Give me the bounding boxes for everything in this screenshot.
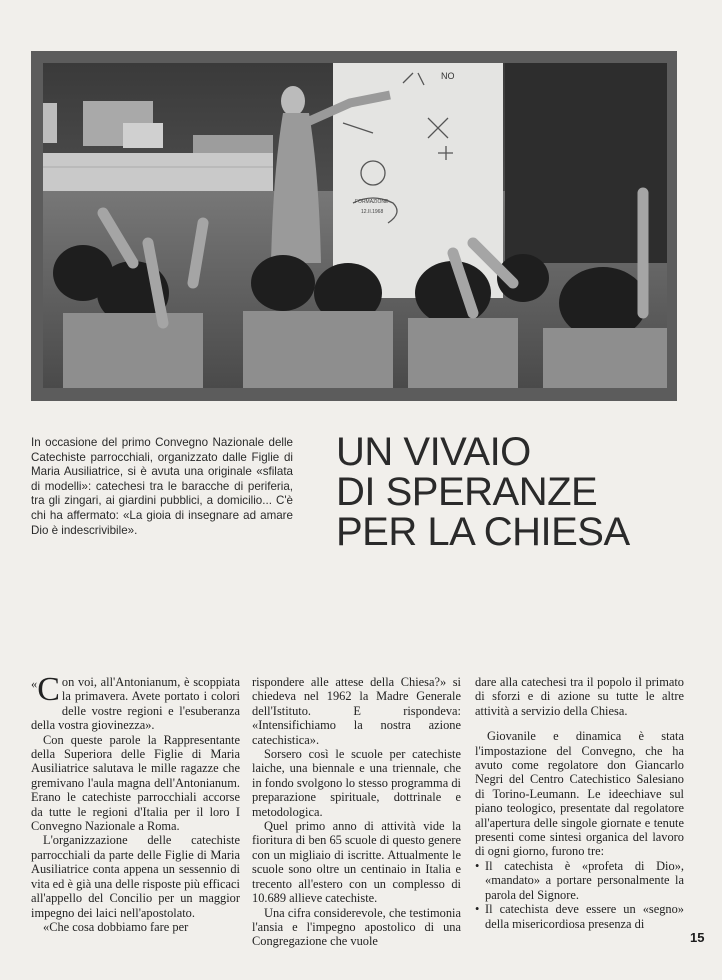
opening-quote: « (31, 677, 38, 691)
catechist-class-photo (43, 63, 667, 388)
paragraph (31, 671, 240, 733)
paragraph-text: on voi, all'Antonianum, è scoppiata la primavera. Avete portato i colori delle vostre regioni e l'esuberanza della vostra giovinezza». (31, 675, 240, 733)
paragraph: Una cifra considerevole, che testimonia l'ansia e l'impegno apostolico di una Congregazione che vuole (252, 905, 461, 949)
headline-line-3: PER LA CHIESA (336, 510, 630, 554)
drop-cap: C (37, 671, 60, 708)
headline (336, 432, 686, 552)
headline-line-1: UN VIVAIO (336, 430, 531, 474)
board-text-no: NO (441, 71, 455, 81)
paragraph: «Che cosa dobbiamo fare per (43, 919, 189, 934)
paragraph: dare alla catechesi tra il popolo il primato di sforzi e di azione su tutte le altre attività a servizio della Chiesa. (475, 675, 684, 718)
paragraph: Giovanile e dinamica è stata l'impostazione del Convegno, che ha avuto come regolatore don Giancarlo Negri del Centro Catechistico Salesiano di Torino-Leumann. Le ideechiave sul piano teologico, presentate dal regolatore all'apertura delle singole giornate e tenute presenti come sintesi organica del lavoro di ogni giorno, furono tre: (475, 729, 684, 859)
headline-line-2: DI SPERANZE (336, 470, 598, 514)
intro-text: In occasione del primo Convegno Nazionale delle Catechiste parrocchiali, organizzato dalle Figlie di Maria Ausiliatrice, si è avuta una originale «sfilata di modelli»: catechesi tra le baracche di periferia, tra gli zingari, ai giardini pubblici, a domicilio... C'è chi ha affermato: «La gioia di insegnare ad amare Dio è indescrivibile». (31, 436, 293, 537)
board-text-date: 12.II.1968 (361, 209, 384, 215)
paragraph: Sorsero così le scuole per catechiste laiche, una biennale e una triennale, che in fondo svolgono lo stesso programma di preparazione spirituale, dottrinale e metodologica. (252, 747, 461, 819)
article-column-3 (475, 675, 684, 931)
paragraph: Quel primo anno di attività vide la fioritura di ben 65 scuole di questo genere con un migliaio di iscritte. Attualmente le scuole sono oltre un centinaio in Italia e trecento all'estero con un complesso di 10.689 allieve catechiste. (252, 819, 461, 906)
paragraph: rispondere alle attese della Chiesa?» si chiedeva nel 1962 la Madre Generale dell'Istituto. E rispondeva: «Intensifichiamo la nostra azione catechistica». (252, 675, 461, 747)
photo-frame (31, 51, 677, 401)
page-number: 15 (690, 930, 705, 945)
bullet-item: • Il catechista deve essere un «segno» della misericordiosa presenza di (475, 902, 684, 931)
paragraph: Con queste parole la Rappresentante della Superiora delle Figlie di Maria Ausiliatrice salutava le mille ragazze che gremivano l'aula magna dell'Antonianum. Erano le catechiste parrocchiali accorse da tutte le regioni d'Italia per il loro I Convegno Nazionale a Roma. (31, 732, 240, 834)
paragraph: L'organizzazione delle catechiste parrocchiali da parte delle Figlie di Maria Ausiliatrice conta appena un sessennio di vita ed è già una delle risposte più efficaci all'appello del Concilio per un maggior impegno dei laici nell'apostolato. (31, 833, 240, 920)
article-column-2 (252, 675, 461, 949)
board-text-formazione: FORMAZIONE (355, 199, 389, 205)
article-column-1 (31, 671, 240, 934)
bullet-item: • Il catechista è «profeta di Dio», «mandato» a portare personalmente la parola del Signore. (475, 859, 684, 902)
